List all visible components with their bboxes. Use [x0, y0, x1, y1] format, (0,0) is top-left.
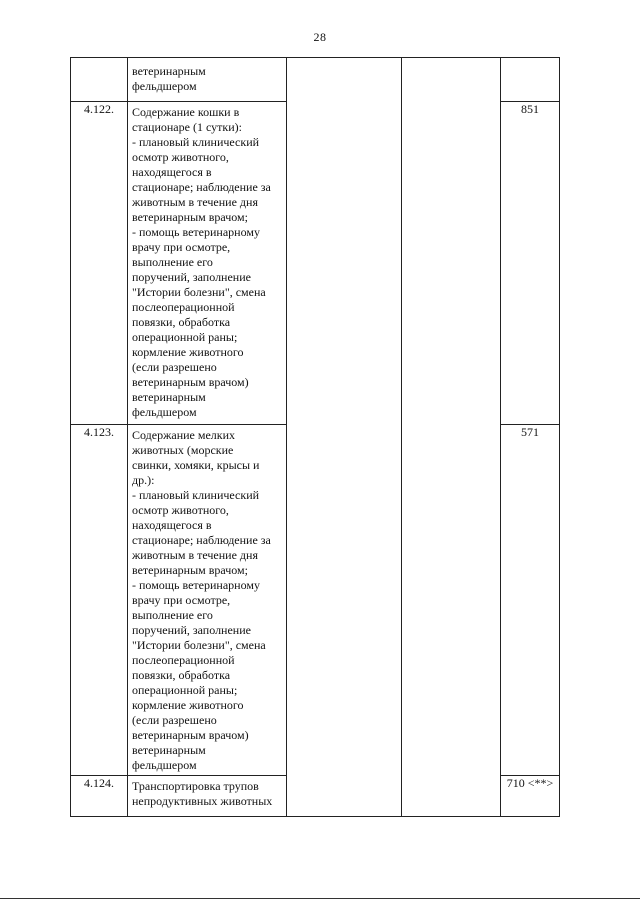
service-description-cell: [128, 425, 287, 776]
service-description-cell: [128, 102, 287, 425]
row-number-cell: 4.122.: [71, 102, 128, 425]
tariff-table: [70, 57, 560, 817]
row-number-cell: 4.123.: [71, 425, 128, 776]
blank-column-cell: [287, 58, 402, 817]
row-number-cell: 4.124.: [71, 776, 128, 817]
page-number: 28: [313, 30, 327, 44]
service-description: ветеринарным фельдшером: [132, 64, 206, 93]
price-cell: 851: [501, 102, 560, 425]
service-description: Транспортировка трупов непродуктивных животных: [132, 779, 273, 808]
table-row: [71, 58, 560, 102]
service-description-cell: [128, 58, 287, 102]
price-cell: 710 <**>: [501, 776, 560, 817]
price-cell: 571: [501, 425, 560, 776]
page-bottom-rule: [0, 898, 640, 899]
blank-column-cell: [402, 58, 501, 817]
price-cell: [501, 58, 560, 102]
row-number-cell: [71, 58, 128, 102]
service-description: Содержание кошки в стационаре (1 сутки): - плановый клинический осмотр животного, находящегося в стационаре; наблюдение за животным в течение дня ветеринарным врачом; - помощь ветеринарному врачу при осмотре, выполнение его поручений, заполнение "Истории болезни", смена послеоперационной повязки, обработка операционной раны; кормление животного (если разрешено ветеринарным врачом) ветеринарным фельдшером: [132, 105, 271, 419]
service-description-cell: [128, 776, 287, 817]
service-description: Содержание мелких животных (морские свинки, хомяки, крысы и др.): - плановый клинический осмотр животного, находящегося в стационаре; наблюдение за животным в течение дня ветеринарным врачом; - помощь ветеринарному врачу при осмотре, выполнение его поручений, заполнение "Истории болезни", смена послеоперационной повязки, обработка операционной раны; кормление животного (если разрешено ветеринарным врачом) ветеринарным фельдшером: [132, 428, 271, 772]
